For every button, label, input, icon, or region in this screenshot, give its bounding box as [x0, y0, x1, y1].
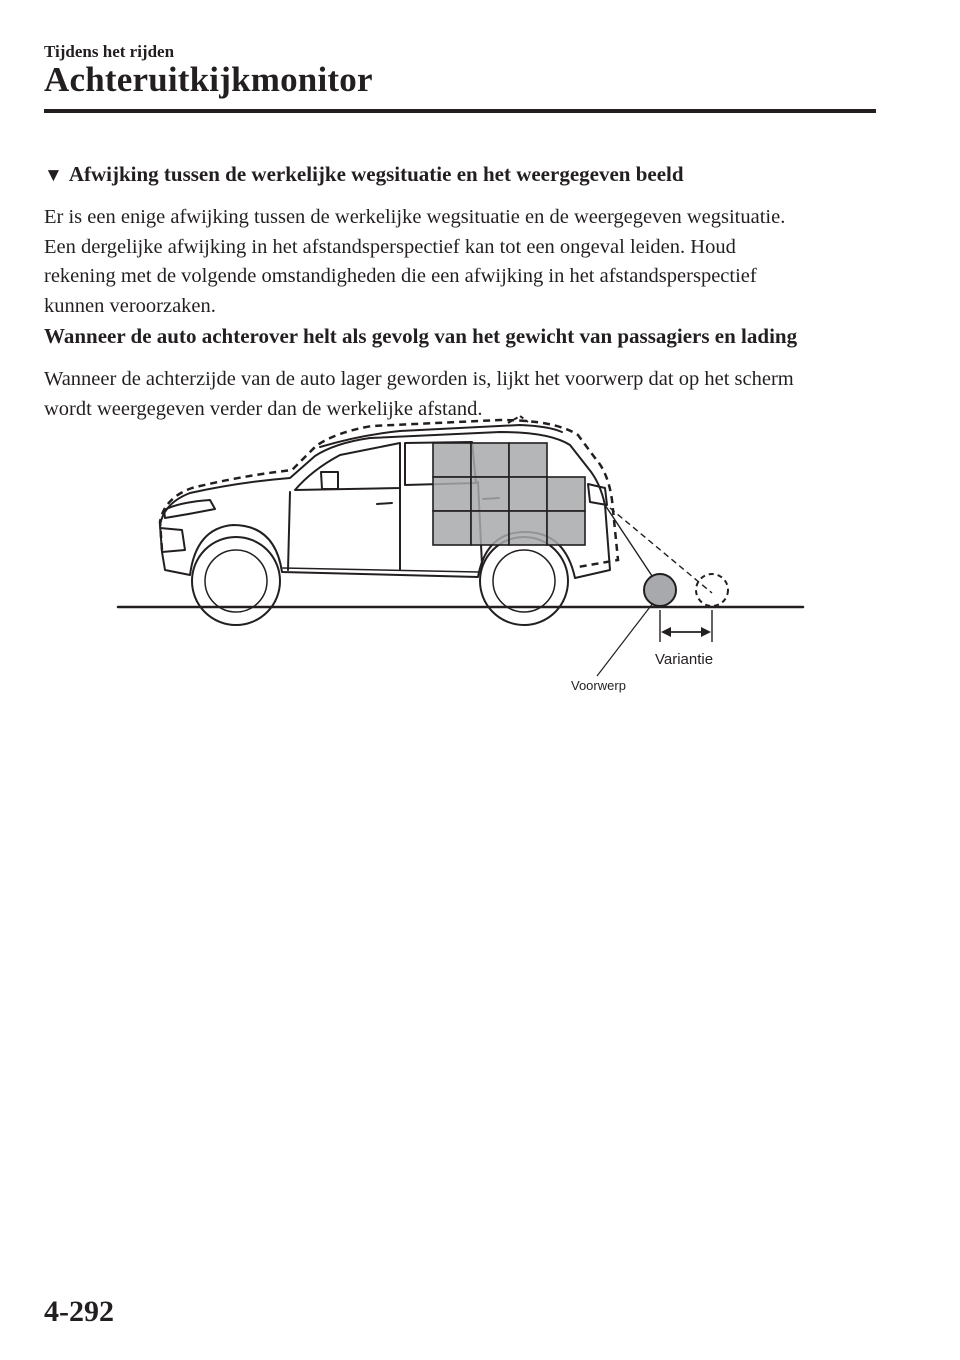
object-actual — [644, 574, 676, 606]
rear-wheel-rim — [493, 550, 555, 612]
triangle-marker-icon: ▼ — [44, 165, 63, 186]
paragraph-line: Een dergelijke afwijking in het afstandsperspectief kan tot een ongeval leiden. Houd — [44, 235, 736, 258]
title-divider — [44, 109, 876, 113]
paragraph-line: kunnen veroorzaken. — [44, 294, 216, 317]
page-title: Achteruitkijkmonitor — [44, 60, 373, 99]
page-number: 4-292 — [44, 1295, 114, 1328]
arrow-head-left — [661, 627, 671, 637]
section-heading — [44, 162, 684, 187]
subheading: Wanneer de auto achterover helt als gevolg van het gewicht van passagiers en lading — [44, 324, 798, 348]
object-leader-line — [597, 603, 653, 676]
cargo-load — [433, 443, 585, 545]
section-label: Tijdens het rijden — [44, 42, 175, 61]
variance-label: Variantie — [655, 651, 714, 668]
section-heading-text: Afwijking tussen de werkelijke wegsituatie en het weergegeven beeld — [68, 162, 684, 186]
paragraph-line: rekening met de volgende omstandigheden die een afwijking in het afstandsperspectief — [44, 265, 757, 287]
object-label: Voorwerp — [571, 678, 626, 693]
paragraph-intro — [44, 203, 874, 321]
object-displayed — [696, 574, 728, 606]
paragraph-line: Er is een enige afwijking tussen de werkelijke wegsituatie en de weergegeven wegsituatie. — [44, 206, 786, 228]
rocker-sill — [283, 568, 478, 572]
side-mirror — [321, 472, 338, 489]
front-wheel-rim — [205, 550, 267, 612]
car-tilt-illustration — [100, 410, 820, 710]
arrow-head-right — [701, 627, 711, 637]
front-bumper — [160, 528, 185, 552]
paragraph-line: Wanneer de achterzijde van de auto lager geworden is, lijkt het voorwerp dat op het scherm — [44, 368, 794, 390]
paragraph-line: wordt weergegeven verder dan de werkelijke afstand. — [44, 397, 483, 420]
